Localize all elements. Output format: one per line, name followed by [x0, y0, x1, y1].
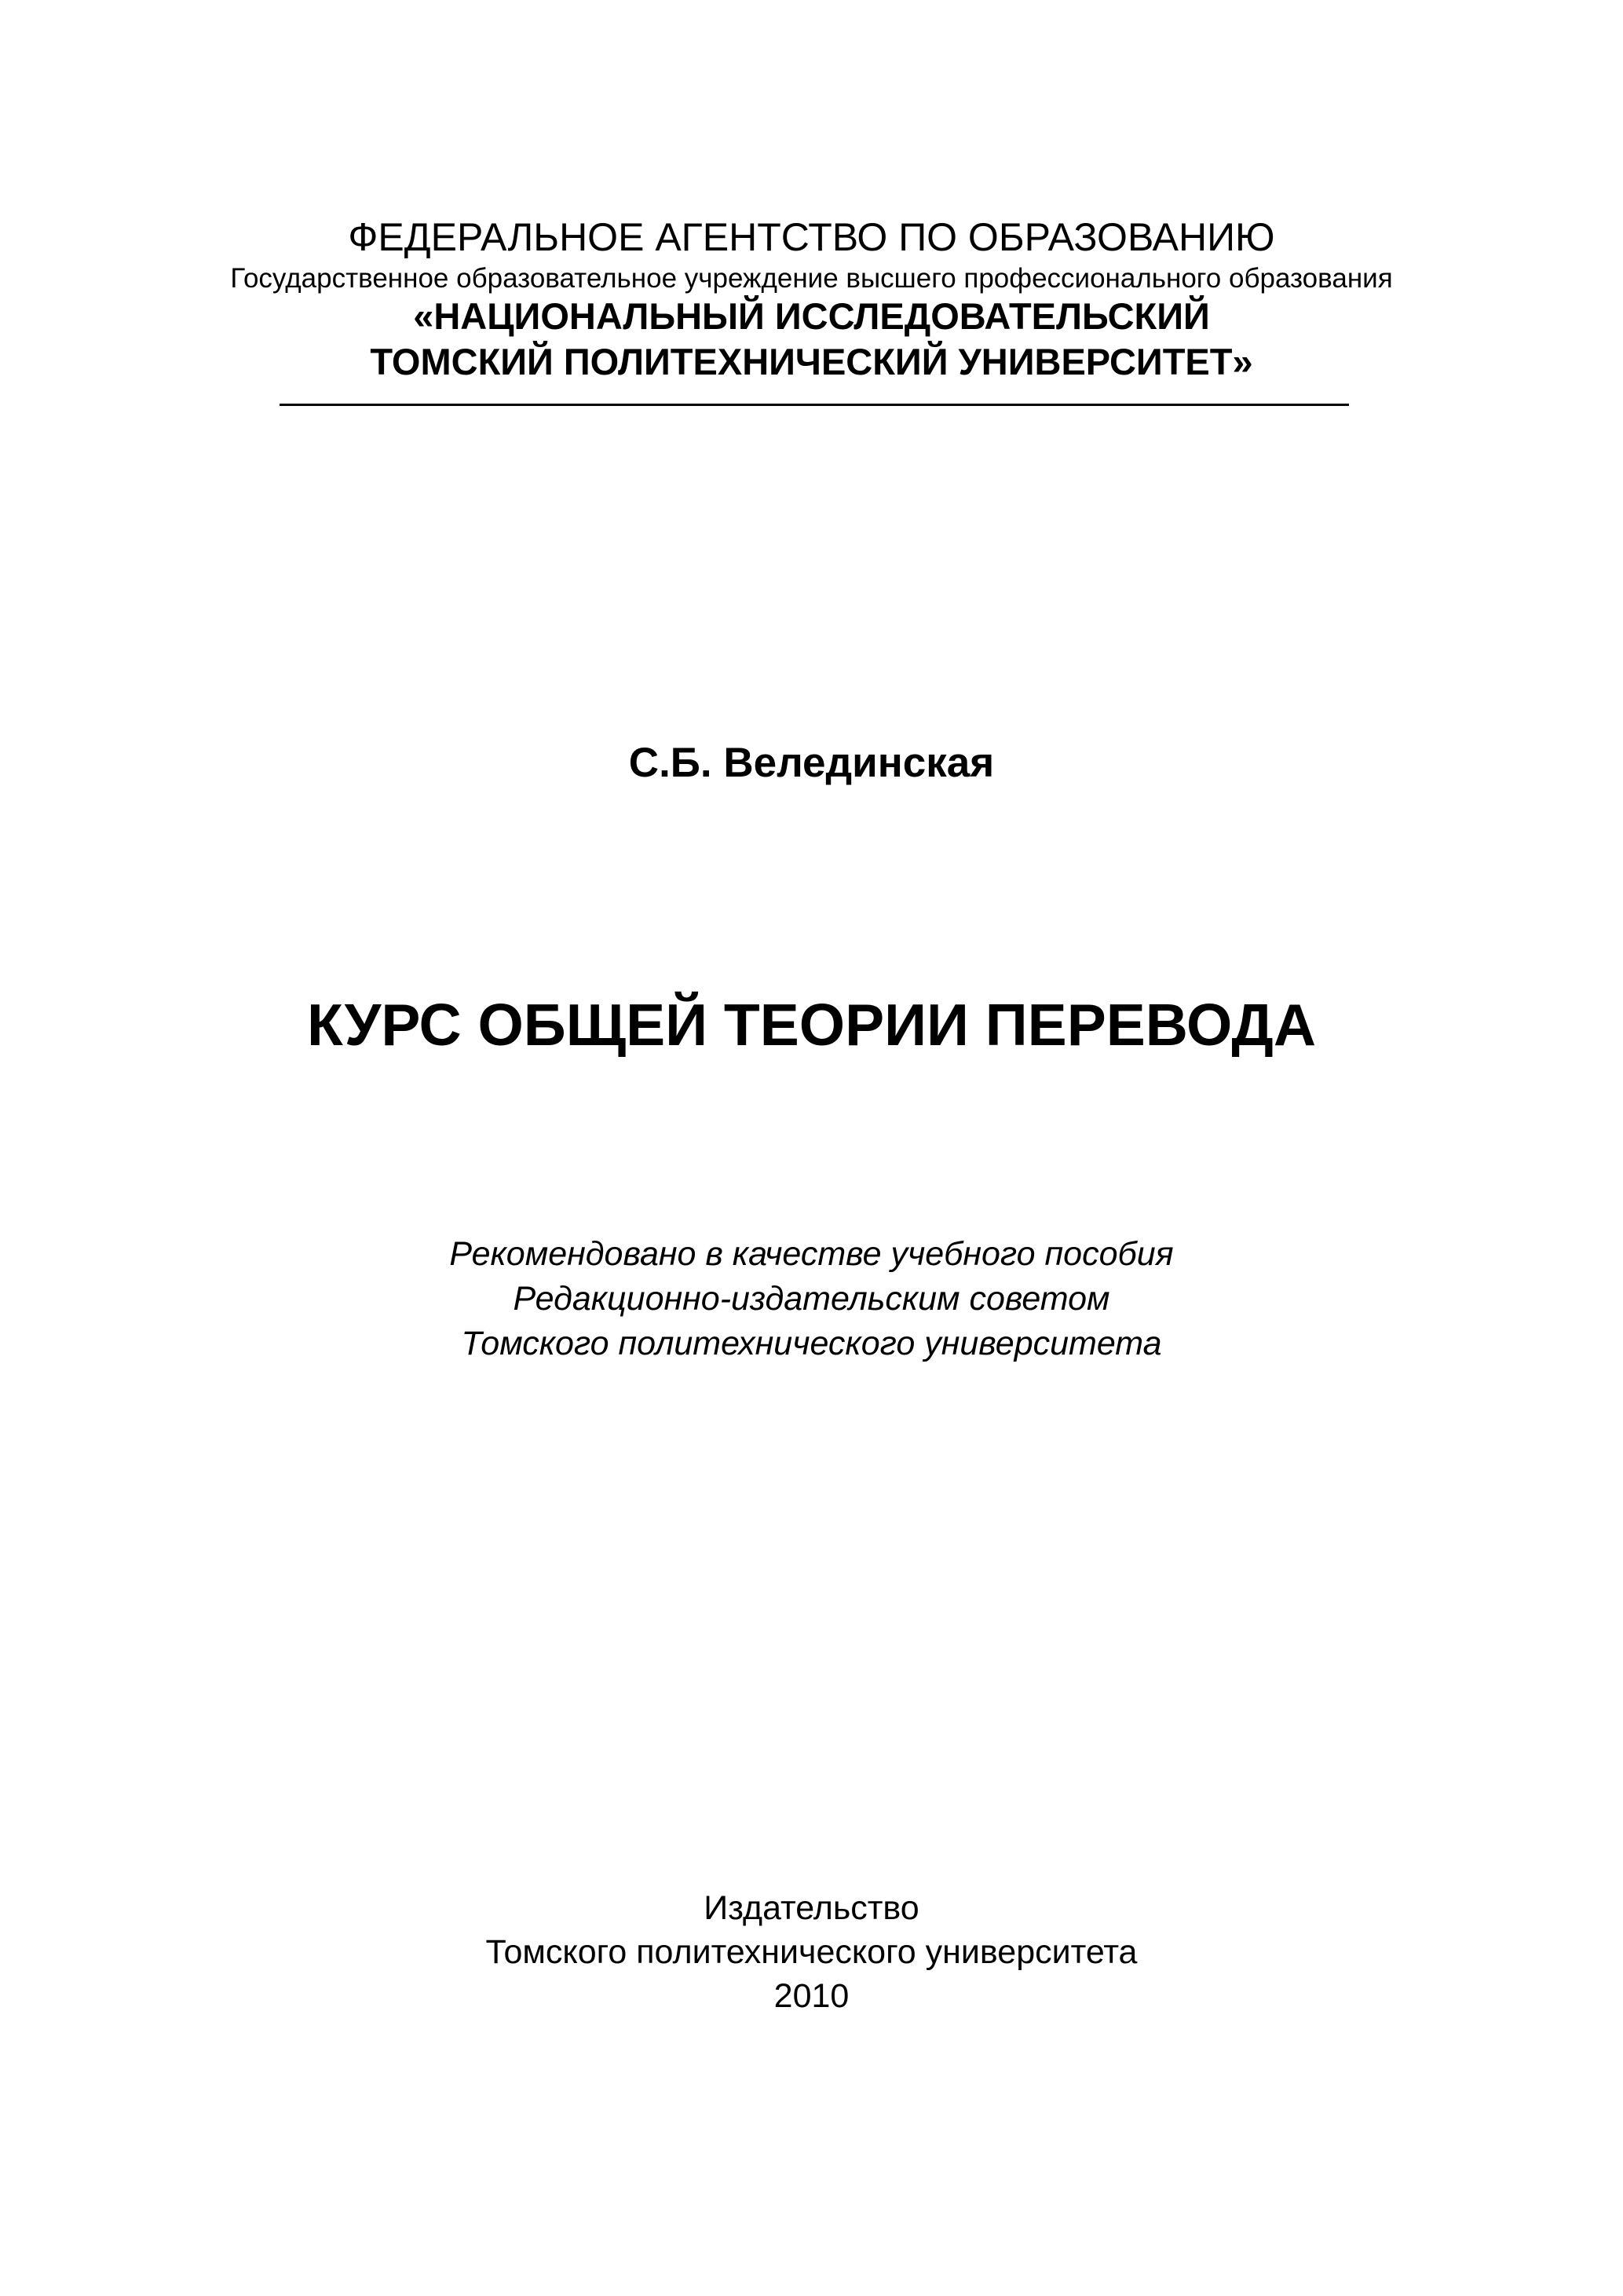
recommendation-note: [0, 1232, 1623, 1366]
recommendation-line: Томского политехнического университета: [461, 1325, 1162, 1362]
university-name-line1: «НАЦИОНАЛЬНЫЙ ИССЛЕДОВАТЕЛЬСКИЙ: [413, 295, 1210, 337]
agency-name: ФЕДЕРАЛЬНОЕ АГЕНТСТВО ПО ОБРАЗОВАНИЮ: [348, 215, 1275, 259]
author-name: С.Б. Вeлединская: [628, 740, 995, 786]
header-divider: [280, 404, 1349, 406]
publisher-label: Издательство: [704, 1889, 919, 1927]
publisher-name: Томского политехнического университета: [485, 1933, 1138, 1971]
institution-type: Государственное образовательное учреждение высшего профессионального образования: [230, 263, 1393, 294]
recommendation-line: Редакционно-издательским советом: [513, 1280, 1110, 1318]
book-title: КУРС ОБЩЕЙ ТЕОРИИ ПЕРЕВОДА: [307, 992, 1316, 1058]
university-name-line2: ТОМСКИЙ ПОЛИТЕХНИЧЕСКИЙ УНИВЕРСИТЕТ»: [370, 341, 1253, 382]
publication-year: 2010: [773, 1977, 850, 2015]
recommendation-line: Рекомендовано в качестве учебного пособия: [449, 1235, 1174, 1273]
publisher-info: [0, 1886, 1623, 2018]
